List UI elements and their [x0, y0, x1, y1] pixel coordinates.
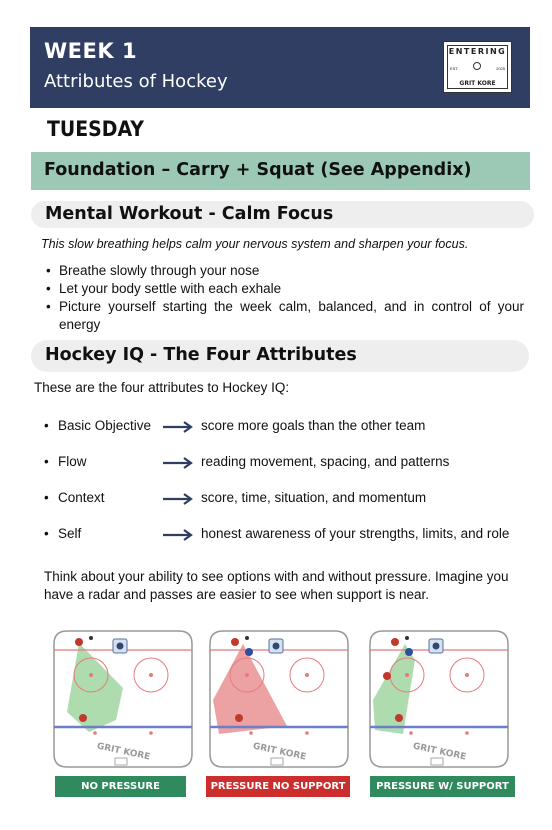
rink-diagram [369, 630, 509, 768]
attribute-name: Flow [58, 454, 87, 469]
bullet-dot: • [44, 490, 49, 505]
rink-svg [209, 630, 349, 768]
faceoff-dot [245, 673, 249, 677]
arrow-icon [162, 528, 194, 542]
reflection-text: Think about your ability to see options with and without pressure. Imagine you have a radar and passes are easier to see when support is near. [44, 569, 509, 602]
mental-workout-title: Mental Workout - Calm Focus [45, 204, 334, 224]
neutral-dot [465, 731, 469, 735]
bullet-item: • Let your body settle with each exhale [44, 280, 524, 298]
goalie-head-icon [433, 643, 440, 650]
teammate-player-icon [79, 714, 87, 722]
puck-icon [405, 636, 409, 640]
attribute-desc: score, time, situation, and momentum [201, 490, 427, 505]
rink-label: PRESSURE W/ SUPPORT [370, 776, 515, 797]
mental-intro: This slow breathing helps calm your nervous system and sharpen your focus. [41, 237, 469, 251]
grit-kore-logo [443, 41, 512, 93]
neutral-dot [305, 731, 309, 735]
arrow-icon [162, 492, 194, 506]
hockey-iq-heading [31, 340, 529, 372]
mental-bullets [44, 262, 524, 334]
neutral-dot [409, 731, 413, 735]
attacker-player-icon [231, 638, 239, 646]
neutral-dot [249, 731, 253, 735]
puck-icon [245, 636, 249, 640]
support-player-icon [383, 672, 391, 680]
hockey-iq-title: Hockey IQ - The Four Attributes [45, 345, 357, 365]
faceoff-dot [305, 673, 309, 677]
rink-label: NO PRESSURE [55, 776, 186, 797]
rink-svg [369, 630, 509, 768]
attribute-name: Context [58, 490, 105, 505]
faceoff-dot [149, 673, 153, 677]
goalie-head-icon [117, 643, 124, 650]
goalie-head-icon [273, 643, 280, 650]
logo-mark-icon [473, 62, 481, 70]
attribute-desc: score more goals than the other team [201, 418, 426, 433]
neutral-dot [149, 731, 153, 735]
arrow-icon [162, 456, 194, 470]
bullet-dot: • [44, 526, 49, 541]
puck-icon [89, 636, 93, 640]
defender-player-icon [245, 648, 253, 656]
arrow-icon [162, 420, 194, 434]
bullet-dot: • [44, 418, 49, 433]
week-title: WEEK 1 [44, 39, 138, 63]
faceoff-dot [465, 673, 469, 677]
foundation-text: Foundation – Carry + Squat (See Appendix) [44, 160, 472, 180]
rink-diagram [53, 630, 193, 768]
teammate-player-icon [235, 714, 243, 722]
watermark-text: GRIT KORE [411, 741, 467, 763]
bullet-item: • Breathe slowly through your nose [44, 262, 524, 280]
rink-svg [53, 630, 193, 768]
logo-top-text: ENTERING [448, 47, 507, 56]
attribute-name: Self [58, 526, 82, 541]
faceoff-dot [89, 673, 93, 677]
mental-workout-heading [31, 201, 534, 228]
rink-diagram [209, 630, 349, 768]
watermark-text: GRIT KORE [95, 741, 151, 763]
neutral-dot [93, 731, 97, 735]
logo-est: EST. [450, 66, 459, 71]
teammate-player-icon [395, 714, 403, 722]
logo-bottom-text: GRIT KORE [459, 80, 496, 87]
day-title: TUESDAY [47, 117, 144, 141]
attacker-player-icon [391, 638, 399, 646]
bullet-item: • Picture yourself starting the week calm, balanced, and in control of your energy [44, 298, 524, 334]
bullet-dot: • [44, 454, 49, 469]
faceoff-dot [405, 673, 409, 677]
attribute-name: Basic Objective [58, 418, 152, 433]
attribute-desc: honest awareness of your strengths, limits, and role [201, 526, 510, 541]
hockey-iq-intro: These are the four attributes to Hockey IQ: [34, 380, 290, 395]
watermark-text: GRIT KORE [251, 741, 307, 763]
attribute-desc: reading movement, spacing, and patterns [201, 454, 450, 469]
logo-year: 2025 [496, 66, 505, 71]
rink-label: PRESSURE NO SUPPORT [206, 776, 350, 797]
week-subtitle: Attributes of Hockey [44, 71, 228, 92]
attacker-player-icon [75, 638, 83, 646]
defender-player-icon [405, 648, 413, 656]
foundation-banner [31, 152, 530, 190]
week-header [30, 27, 530, 108]
